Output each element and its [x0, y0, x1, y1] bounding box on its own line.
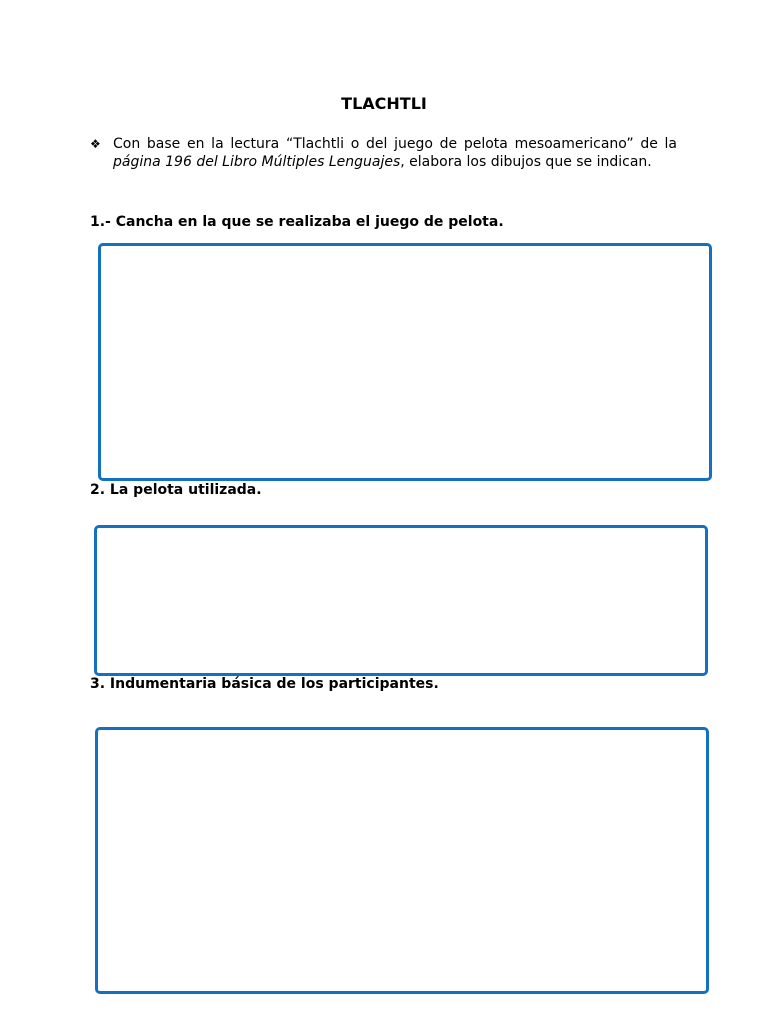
question-1-label: 1.- Cancha en la que se realizaba el juego de pelota. [90, 214, 504, 230]
drawing-box-3[interactable] [95, 727, 709, 994]
instruction-text-end: , elabora los dibujos que se indican. [400, 154, 652, 170]
drawing-box-1[interactable] [98, 243, 712, 481]
instruction-paragraph [90, 135, 677, 171]
diamond-bullet-icon: ❖ [90, 137, 101, 151]
instruction-text [113, 135, 677, 171]
question-3-label: 3. Indumentaria básica de los participantes. [90, 676, 439, 692]
page-title: TLACHTLI [341, 94, 427, 113]
drawing-box-2[interactable] [94, 525, 708, 676]
question-2-label: 2. La pelota utilizada. [90, 482, 262, 498]
instruction-text-start: Con base en la lectura “Tlachtli o del juego de pelota mesoamericano” de la [113, 136, 677, 152]
instruction-book-reference: página 196 del Libro Múltiples Lenguajes [113, 154, 401, 170]
